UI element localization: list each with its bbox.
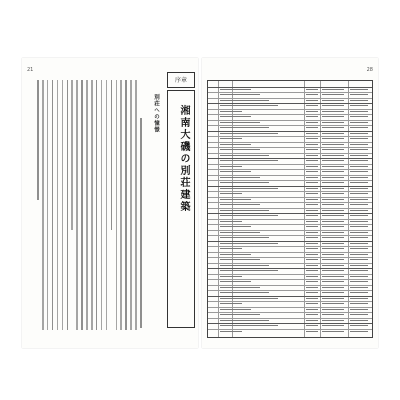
table-cell-text: [306, 287, 318, 288]
table-row-rule: [208, 230, 372, 231]
table-row-rule: [208, 257, 372, 258]
table-cell-text: [220, 331, 242, 332]
text-line: [47, 80, 49, 330]
text-line: [81, 80, 83, 330]
chapter-title: 湘南大磯の別荘建築: [178, 105, 189, 213]
table-cell-text: [306, 320, 318, 321]
table-cell-text: [350, 188, 368, 189]
table-cell-text: [220, 116, 251, 117]
text-line: [135, 80, 137, 330]
table-cell-text: [220, 314, 260, 315]
table-row-rule: [208, 175, 372, 176]
table-row-rule: [208, 318, 372, 319]
table-cell-text: [220, 281, 251, 282]
table-cell-text: [220, 144, 251, 145]
table-cell-text: [322, 138, 344, 139]
table-cell-text: [220, 111, 242, 112]
table-row-rule: [208, 136, 372, 137]
text-line: [62, 80, 64, 330]
table-cell-text: [306, 177, 318, 178]
table-cell-text: [306, 243, 318, 244]
table-row-rule: [208, 142, 372, 143]
table-cell-text: [220, 270, 278, 271]
table-cell-text: [350, 221, 368, 222]
table-row-rule: [208, 263, 372, 264]
table-cell-text: [322, 160, 344, 161]
table-cell-text: [322, 89, 344, 90]
table-cell-text: [322, 127, 344, 128]
table-row-rule: [208, 285, 372, 286]
table-row-rule: [208, 103, 372, 104]
table-cell-text: [220, 221, 242, 222]
table-row-rule: [208, 279, 372, 280]
table-cell-text: [350, 325, 368, 326]
table-cell-text: [322, 204, 344, 205]
table-cell-text: [220, 254, 251, 255]
text-line: [106, 80, 108, 330]
table-cell-text: [306, 248, 318, 249]
table-cell-text: [306, 188, 318, 189]
table-cell-text: [306, 166, 318, 167]
right-page-number: 28: [366, 67, 373, 73]
table-cell-text: [322, 248, 344, 249]
table-cell-text: [306, 210, 318, 211]
table-cell-text: [322, 116, 344, 117]
table-cell-text: [220, 166, 242, 167]
table-cell-text: [350, 160, 368, 161]
table-cell-text: [350, 281, 368, 282]
text-line: [111, 80, 113, 230]
table-cell-text: [322, 309, 344, 310]
table-row-rule: [208, 274, 372, 275]
table-cell-text: [220, 309, 251, 310]
table-cell-text: [350, 303, 368, 304]
table-cell-text: [350, 111, 368, 112]
table-cell-text: [306, 309, 318, 310]
table-cell-text: [220, 320, 269, 321]
table-cell-text: [350, 265, 368, 266]
table-cell-text: [220, 276, 242, 277]
table-cell-text: [306, 254, 318, 255]
table-cell-text: [220, 149, 260, 150]
table-cell-text: [350, 259, 368, 260]
table-cell-text: [220, 259, 260, 260]
table-cell-text: [350, 94, 368, 95]
table-cell-text: [322, 111, 344, 112]
table-row-rule: [208, 114, 372, 115]
table-cell-text: [350, 144, 368, 145]
table-cell-text: [350, 248, 368, 249]
text-line: [96, 80, 98, 330]
table-row-rule: [208, 290, 372, 291]
text-line: [101, 80, 103, 330]
table-cell-text: [306, 265, 318, 266]
table-cell-text: [350, 155, 368, 156]
table-row-rule: [208, 131, 372, 132]
text-line: [86, 80, 88, 330]
table-cell-text: [322, 325, 344, 326]
table-row-rule: [208, 246, 372, 247]
text-line: [120, 80, 122, 330]
table-cell-text: [350, 149, 368, 150]
table-cell-text: [350, 298, 368, 299]
table-cell-text: [306, 182, 318, 183]
table-cell-text: [220, 127, 269, 128]
text-line: [71, 80, 73, 230]
table-row-rule: [208, 197, 372, 198]
table-cell-text: [220, 171, 251, 172]
table-row-rule: [208, 147, 372, 148]
text-line: [42, 80, 44, 330]
table-cell-text: [220, 292, 269, 293]
table-cell-text: [350, 100, 368, 101]
table-row-rule: [208, 109, 372, 110]
table-cell-text: [322, 105, 344, 106]
table-cell-text: [350, 331, 368, 332]
table-cell-text: [350, 138, 368, 139]
table-cell-text: [306, 270, 318, 271]
table-row-rule: [208, 186, 372, 187]
text-line: [52, 80, 54, 330]
left-page-number: 21: [27, 67, 34, 73]
table-cell-text: [306, 331, 318, 332]
table-row-rule: [208, 87, 372, 88]
table-row-rule: [208, 329, 372, 330]
table-cell-text: [322, 144, 344, 145]
chapter-label: 序章: [167, 72, 195, 88]
table-row-rule: [208, 191, 372, 192]
table-cell-text: [322, 232, 344, 233]
table-cell-text: [306, 111, 318, 112]
text-line: [130, 80, 132, 330]
table-row-rule: [208, 202, 372, 203]
table-cell-text: [322, 320, 344, 321]
table-row-rule: [208, 241, 372, 242]
table-row-rule: [208, 312, 372, 313]
table-row-rule: [208, 98, 372, 99]
table-cell-text: [220, 248, 242, 249]
table-cell-text: [306, 237, 318, 238]
table-cell-text: [350, 127, 368, 128]
table-cell-text: [220, 160, 278, 161]
table-cell-text: [322, 314, 344, 315]
table-cell-text: [220, 193, 242, 194]
table-cell-text: [322, 265, 344, 266]
table-cell-text: [322, 287, 344, 288]
table-row-rule: [208, 164, 372, 165]
table-cell-text: [350, 199, 368, 200]
table-row-rule: [208, 158, 372, 159]
table-cell-text: [306, 89, 318, 90]
table-cell-text: [350, 254, 368, 255]
table-row-rule: [208, 125, 372, 126]
table-cell-text: [322, 292, 344, 293]
table-cell-text: [322, 303, 344, 304]
table-cell-text: [322, 188, 344, 189]
table-cell-text: [220, 138, 242, 139]
text-line: [67, 80, 69, 330]
table-cell-text: [350, 193, 368, 194]
table-cell-text: [306, 155, 318, 156]
table-cell-text: [220, 177, 260, 178]
table-cell-text: [220, 89, 251, 90]
section-heading: 別荘への憧憬: [153, 94, 159, 133]
table-row-rule: [208, 120, 372, 121]
table-cell-text: [220, 133, 278, 134]
table-cell-text: [350, 309, 368, 310]
table-cell-text: [220, 94, 260, 95]
table-cell-text: [350, 215, 368, 216]
table-cell-text: [350, 292, 368, 293]
table-cell-text: [350, 237, 368, 238]
table-cell-text: [306, 281, 318, 282]
table-cell-text: [322, 199, 344, 200]
table-cell-text: [306, 149, 318, 150]
table-cell-text: [322, 270, 344, 271]
table-cell-text: [322, 254, 344, 255]
table-cell-text: [220, 265, 269, 266]
text-line: [57, 80, 59, 330]
table-cell-text: [306, 160, 318, 161]
table-cell-text: [220, 237, 269, 238]
table-cell-text: [322, 133, 344, 134]
table-row-rule: [208, 252, 372, 253]
table-cell-text: [306, 276, 318, 277]
table-row-rule: [208, 307, 372, 308]
table-row-rule: [208, 268, 372, 269]
table-cell-text: [322, 171, 344, 172]
table-cell-text: [322, 100, 344, 101]
table-cell-text: [220, 215, 278, 216]
table-cell-text: [220, 100, 269, 101]
table-row-rule: [208, 208, 372, 209]
table-cell-text: [350, 89, 368, 90]
table-cell-text: [220, 232, 260, 233]
table-cell-text: [322, 281, 344, 282]
table-cell-text: [350, 320, 368, 321]
left-page: [22, 58, 198, 348]
table-cell-text: [220, 298, 278, 299]
table-cell-text: [306, 105, 318, 106]
table-cell-text: [350, 276, 368, 277]
table-cell-text: [306, 221, 318, 222]
table-cell-text: [220, 325, 278, 326]
data-table: [207, 80, 373, 338]
table-cell-text: [306, 298, 318, 299]
table-cell-text: [220, 182, 269, 183]
table-cell-text: [322, 276, 344, 277]
table-cell-text: [306, 133, 318, 134]
table-cell-text: [322, 331, 344, 332]
table-cell-text: [306, 204, 318, 205]
table-cell-text: [350, 314, 368, 315]
table-cell-text: [322, 94, 344, 95]
table-cell-text: [350, 226, 368, 227]
table-cell-text: [220, 287, 260, 288]
table-row-rule: [208, 213, 372, 214]
table-cell-text: [220, 303, 242, 304]
table-cell-text: [306, 138, 318, 139]
table-row-rule: [208, 224, 372, 225]
table-cell-text: [220, 105, 278, 106]
table-row-rule: [208, 301, 372, 302]
table-cell-text: [350, 243, 368, 244]
table-cell-text: [306, 94, 318, 95]
table-cell-text: [322, 182, 344, 183]
table-cell-text: [220, 243, 278, 244]
table-cell-text: [220, 155, 269, 156]
chapter-title-panel: [167, 72, 195, 336]
table-cell-text: [220, 210, 269, 211]
table-cell-text: [306, 127, 318, 128]
table-cell-text: [306, 215, 318, 216]
text-line: [76, 80, 78, 330]
table-row-rule: [208, 153, 372, 154]
table-row-rule: [208, 323, 372, 324]
table-cell-text: [322, 243, 344, 244]
table-row-rule: [208, 180, 372, 181]
table-cell-text: [220, 199, 251, 200]
text-line: [37, 80, 39, 200]
table-cell-text: [306, 199, 318, 200]
table-cell-text: [350, 210, 368, 211]
table-cell-text: [322, 166, 344, 167]
table-cell-text: [306, 144, 318, 145]
table-cell-text: [220, 226, 251, 227]
table-row-rule: [208, 296, 372, 297]
right-page: [202, 58, 378, 348]
table-cell-text: [322, 215, 344, 216]
table-cell-text: [350, 166, 368, 167]
table-cell-text: [306, 171, 318, 172]
table-cell-text: [322, 226, 344, 227]
table-cell-text: [306, 325, 318, 326]
table-cell-text: [322, 210, 344, 211]
table-cell-text: [322, 149, 344, 150]
table-cell-text: [350, 116, 368, 117]
table-cell-text: [350, 122, 368, 123]
text-line: [116, 80, 118, 330]
text-line: [91, 80, 93, 330]
table-cell-text: [350, 182, 368, 183]
table-cell-text: [350, 171, 368, 172]
table-cell-text: [350, 133, 368, 134]
table-row-rule: [208, 219, 372, 220]
table-cell-text: [322, 122, 344, 123]
table-cell-text: [306, 100, 318, 101]
text-line: [125, 80, 127, 330]
table-cell-text: [350, 204, 368, 205]
table-cell-text: [322, 177, 344, 178]
table-row-rule: [208, 169, 372, 170]
table-cell-text: [306, 259, 318, 260]
table-cell-text: [220, 122, 260, 123]
table-cell-text: [350, 270, 368, 271]
table-cell-text: [306, 122, 318, 123]
table-cell-text: [322, 155, 344, 156]
table-cell-text: [322, 221, 344, 222]
table-row-rule: [208, 235, 372, 236]
table-cell-text: [322, 193, 344, 194]
table-cell-text: [306, 232, 318, 233]
text-line: [140, 118, 142, 328]
table-cell-text: [306, 292, 318, 293]
table-cell-text: [350, 232, 368, 233]
table-cell-text: [350, 105, 368, 106]
table-row-rule: [208, 92, 372, 93]
chapter-title-box: [167, 90, 195, 328]
table-cell-text: [322, 298, 344, 299]
table-cell-text: [306, 303, 318, 304]
table-cell-text: [322, 259, 344, 260]
table-cell-text: [306, 116, 318, 117]
table-cell-text: [350, 287, 368, 288]
table-cell-text: [306, 193, 318, 194]
table-cell-text: [350, 177, 368, 178]
table-cell-text: [306, 226, 318, 227]
table-cell-text: [220, 188, 278, 189]
table-cell-text: [322, 237, 344, 238]
table-cell-text: [306, 314, 318, 315]
table-cell-text: [220, 204, 260, 205]
